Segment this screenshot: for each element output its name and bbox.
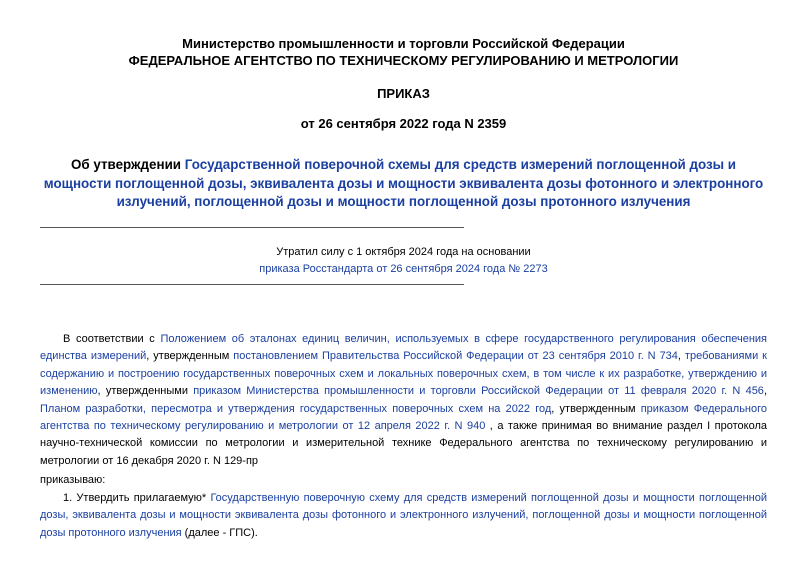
- divider-top: [40, 227, 464, 228]
- title-prefix: Об утверждении: [70, 157, 185, 172]
- preamble-text: ,: [763, 385, 767, 398]
- preamble-text: ,: [677, 350, 685, 363]
- preamble-paragraph: [40, 331, 767, 470]
- link-etalon-regulation[interactable]: Положением об эталонах единиц величин, используемых в сфере государственного регулирования обеспечения единства измерений: [40, 333, 768, 363]
- link-gps-scheme[interactable]: Государственную поверочную схему для средств измерений поглощенной дозы и мощности поглощенной дозы, эквивалента дозы и мощности эквивалента дозы фотонного и электронного излучений, поглощенной дозы и мощности поглощенной дозы протонного излучения: [40, 492, 767, 539]
- divider-bottom: [40, 284, 464, 285]
- item-1-paragraph: [40, 490, 767, 542]
- item-1-text: 1. Утвердить прилагаемую*: [63, 492, 211, 504]
- title-link[interactable]: Государственной поверочной схемы для средств измерений поглощенной дозы и мощности поглощенной дозы, эквивалента дозы и мощности эквивалента дозы фотонного и электронного излучений, поглощенной дозы и мощности поглощенной дозы протонного излучения: [43, 157, 764, 209]
- preamble-text: , утвержденным: [146, 350, 234, 363]
- doc-type: ПРИКАЗ: [377, 86, 430, 101]
- preamble-text: , а также принимая во внимание раздел I протокола научно-технической комиссии по метрологии и измерительной технике Федерального агентства по техническому регулированию и метрологии от 16 декабря 2020 г. N 129-пр: [40, 420, 767, 467]
- document-title: [40, 156, 767, 212]
- link-government-decree[interactable]: постановлением Правительства Российской Федерации от 23 сентября 2010 г. N 734: [233, 350, 678, 363]
- link-rosstandart-order[interactable]: приказом Федерального агентства по техническому регулированию и метрологии от 12 апреля 2022 г. N 940: [40, 402, 767, 433]
- status-note-link[interactable]: приказа Росстандарта от 26 сентября 2024 года № 2273: [259, 263, 548, 275]
- doc-date: от 26 сентября 2022 года N 2359: [300, 116, 507, 131]
- preamble-text: , утвержденными: [97, 385, 194, 398]
- preamble-text: В соответствии с: [63, 333, 161, 345]
- agency-name: ФЕДЕРАЛЬНОЕ АГЕНТСТВО ПО ТЕХНИЧЕСКОМУ РЕГУЛИРОВАНИЮ И МЕТРОЛОГИИ: [128, 53, 679, 68]
- link-minpromtorg-order[interactable]: приказом Министерства промышленности и торговли Российской Федерации от 11 февраля 2020 г. N 456: [193, 385, 764, 398]
- preamble-text: , утвержденным: [551, 402, 641, 415]
- order-word: приказываю:: [40, 474, 106, 486]
- link-requirements[interactable]: требованиями к содержанию и построению государственных поверочных схем и локальных поверочных схем, в том числе к их разработке, утверждению и изменению: [40, 350, 767, 398]
- item-1-text: (далее - ГПС).: [181, 526, 258, 539]
- status-note-line: Утратил силу с 1 октября 2024 года на основании: [276, 246, 531, 258]
- ministry-name: Министерство промышленности и торговли Российской Федерации: [182, 36, 625, 51]
- link-plan[interactable]: Планом разработки, пересмотра и утверждения государственных поверочных схем на 2022 год: [40, 402, 552, 415]
